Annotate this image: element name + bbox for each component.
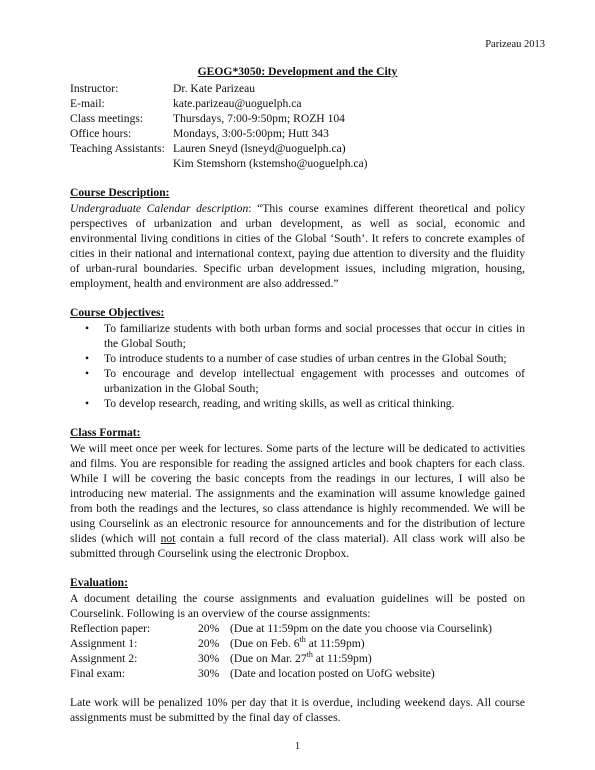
class-format-heading: Class Format: bbox=[70, 426, 141, 439]
info-row-instructor bbox=[70, 81, 525, 96]
evaluation-item: Reflection paper: bbox=[70, 622, 151, 635]
info-value: Kim Stemshorn (kstemsho@uoguelph.ca) bbox=[173, 157, 368, 170]
evaluation-note bbox=[230, 636, 525, 651]
info-label: Class meetings: bbox=[70, 112, 144, 125]
note-text: (Date and location posted on UofG website) bbox=[230, 667, 435, 680]
evaluation-row bbox=[70, 666, 525, 681]
evaluation-row bbox=[70, 636, 525, 651]
note-text: (Due on Feb. 6 bbox=[230, 637, 300, 650]
course-description-heading: Course Description: bbox=[70, 186, 170, 199]
info-value: Lauren Sneyd (lsneyd@uoguelph.ca) bbox=[173, 142, 346, 155]
evaluation-weight: 30% bbox=[198, 652, 220, 665]
info-row-email bbox=[70, 96, 525, 111]
page-number: 1 bbox=[294, 741, 301, 752]
running-header: Parizeau 2013 bbox=[485, 39, 545, 50]
info-row-teaching-assistants bbox=[70, 141, 525, 156]
info-value: Thursdays, 7:00-9:50pm; ROZH 104 bbox=[173, 112, 345, 125]
evaluation-table bbox=[70, 621, 525, 681]
info-label: Office hours: bbox=[70, 127, 132, 140]
list-item: • To introduce students to a number of case studies of urban centres in the Global South; bbox=[70, 351, 525, 366]
note-text: at 11:59pm) bbox=[312, 652, 372, 665]
calendar-description-label: Undergraduate Calendar description bbox=[70, 202, 249, 215]
evaluation-weight: 20% bbox=[198, 622, 220, 635]
course-info-block bbox=[70, 81, 525, 171]
evaluation-row bbox=[70, 651, 525, 666]
info-row-office-hours bbox=[70, 126, 525, 141]
evaluation-item: Final exam: bbox=[70, 667, 126, 680]
class-format-text bbox=[70, 441, 525, 561]
note-text: (Due at 11:59pm on the date you choose via Courselink) bbox=[230, 622, 492, 635]
note-text: at 11:59pm) bbox=[305, 637, 365, 650]
info-value: Mondays, 3:00-5:00pm; Hutt 343 bbox=[173, 127, 329, 140]
course-objectives-heading: Course Objectives: bbox=[70, 306, 165, 319]
info-value: kate.parizeau@uoguelph.ca bbox=[173, 97, 302, 110]
info-row-teaching-assistants-2 bbox=[70, 156, 525, 171]
course-description-body: : “This course examines different theoretical and policy perspectives of urbanization and urban development, as well as social, economic and environmental living conditions in cities of the Global ‘South’. It refers to concrete examples of cities in their national and international context, paying due attention to diversity and the fluidity of urban-rural boundaries. Specific urban development issues, including migration, housing, employment, health and environment are also addressed.” bbox=[70, 202, 525, 290]
spacer bbox=[70, 681, 525, 695]
evaluation-note bbox=[230, 651, 525, 666]
evaluation-weight: 30% bbox=[198, 667, 220, 680]
evaluation-note bbox=[230, 666, 525, 681]
info-label: Teaching Assistants: bbox=[70, 142, 165, 155]
objectives-list bbox=[70, 321, 525, 411]
info-label bbox=[70, 156, 173, 171]
evaluation-heading: Evaluation: bbox=[70, 576, 128, 589]
document-body bbox=[70, 64, 525, 725]
evaluation-note bbox=[230, 621, 525, 636]
list-item: • To familiarize students with both urban forms and social processes that occur in cities in the Global South; bbox=[70, 321, 525, 351]
evaluation-item: Assignment 1: bbox=[70, 637, 138, 650]
ordinal-suffix: th bbox=[299, 635, 306, 645]
list-item: • To develop research, reading, and writing skills, as well as critical thinking. bbox=[70, 396, 525, 411]
info-row-class-meetings bbox=[70, 111, 525, 126]
info-value: Dr. Kate Parizeau bbox=[173, 82, 256, 95]
class-format-part1: We will meet once per week for lectures. Some parts of the lecture will be dedicated to activities and films. You are responsible for reading the assigned articles and book chapters for each class. While I will be covering the basic concepts from the readings in our lectures, I will also be introducing new material. The assignments and the examination will assume knowledge gained from both the readings and the lectures, so class attendance is highly recommended. We will be using Courselink as an electronic resource for announcements and for the distribution of lecture slides (which will bbox=[70, 442, 525, 545]
evaluation-intro: A document detailing the course assignments and evaluation guidelines will be posted on Courselink. Following is an overview of the course assignments: bbox=[70, 592, 525, 620]
late-policy-text: Late work will be penalized 10% per day that it is overdue, including weekend days. All course assignments must be submitted by the final day of classes. bbox=[70, 696, 525, 724]
evaluation-row bbox=[70, 621, 525, 636]
note-text: (Due on Mar. 27 bbox=[230, 652, 307, 665]
info-label: E-mail: bbox=[70, 97, 105, 110]
info-label: Instructor: bbox=[70, 82, 119, 95]
course-description-text bbox=[70, 201, 525, 291]
class-format-emphasis: not bbox=[160, 532, 176, 545]
list-item: • To encourage and develop intellectual engagement with processes and outcomes of urbanization in the Global South; bbox=[70, 366, 525, 396]
evaluation-weight: 20% bbox=[198, 637, 220, 650]
evaluation-item: Assignment 2: bbox=[70, 652, 138, 665]
course-title: GEOG*3050: Development and the City bbox=[197, 65, 398, 78]
class-format-part2: contain a full record of the class material). All class work will also be submitted through Courselink using the electronic Dropbox. bbox=[70, 532, 525, 560]
ordinal-suffix: th bbox=[306, 650, 313, 660]
